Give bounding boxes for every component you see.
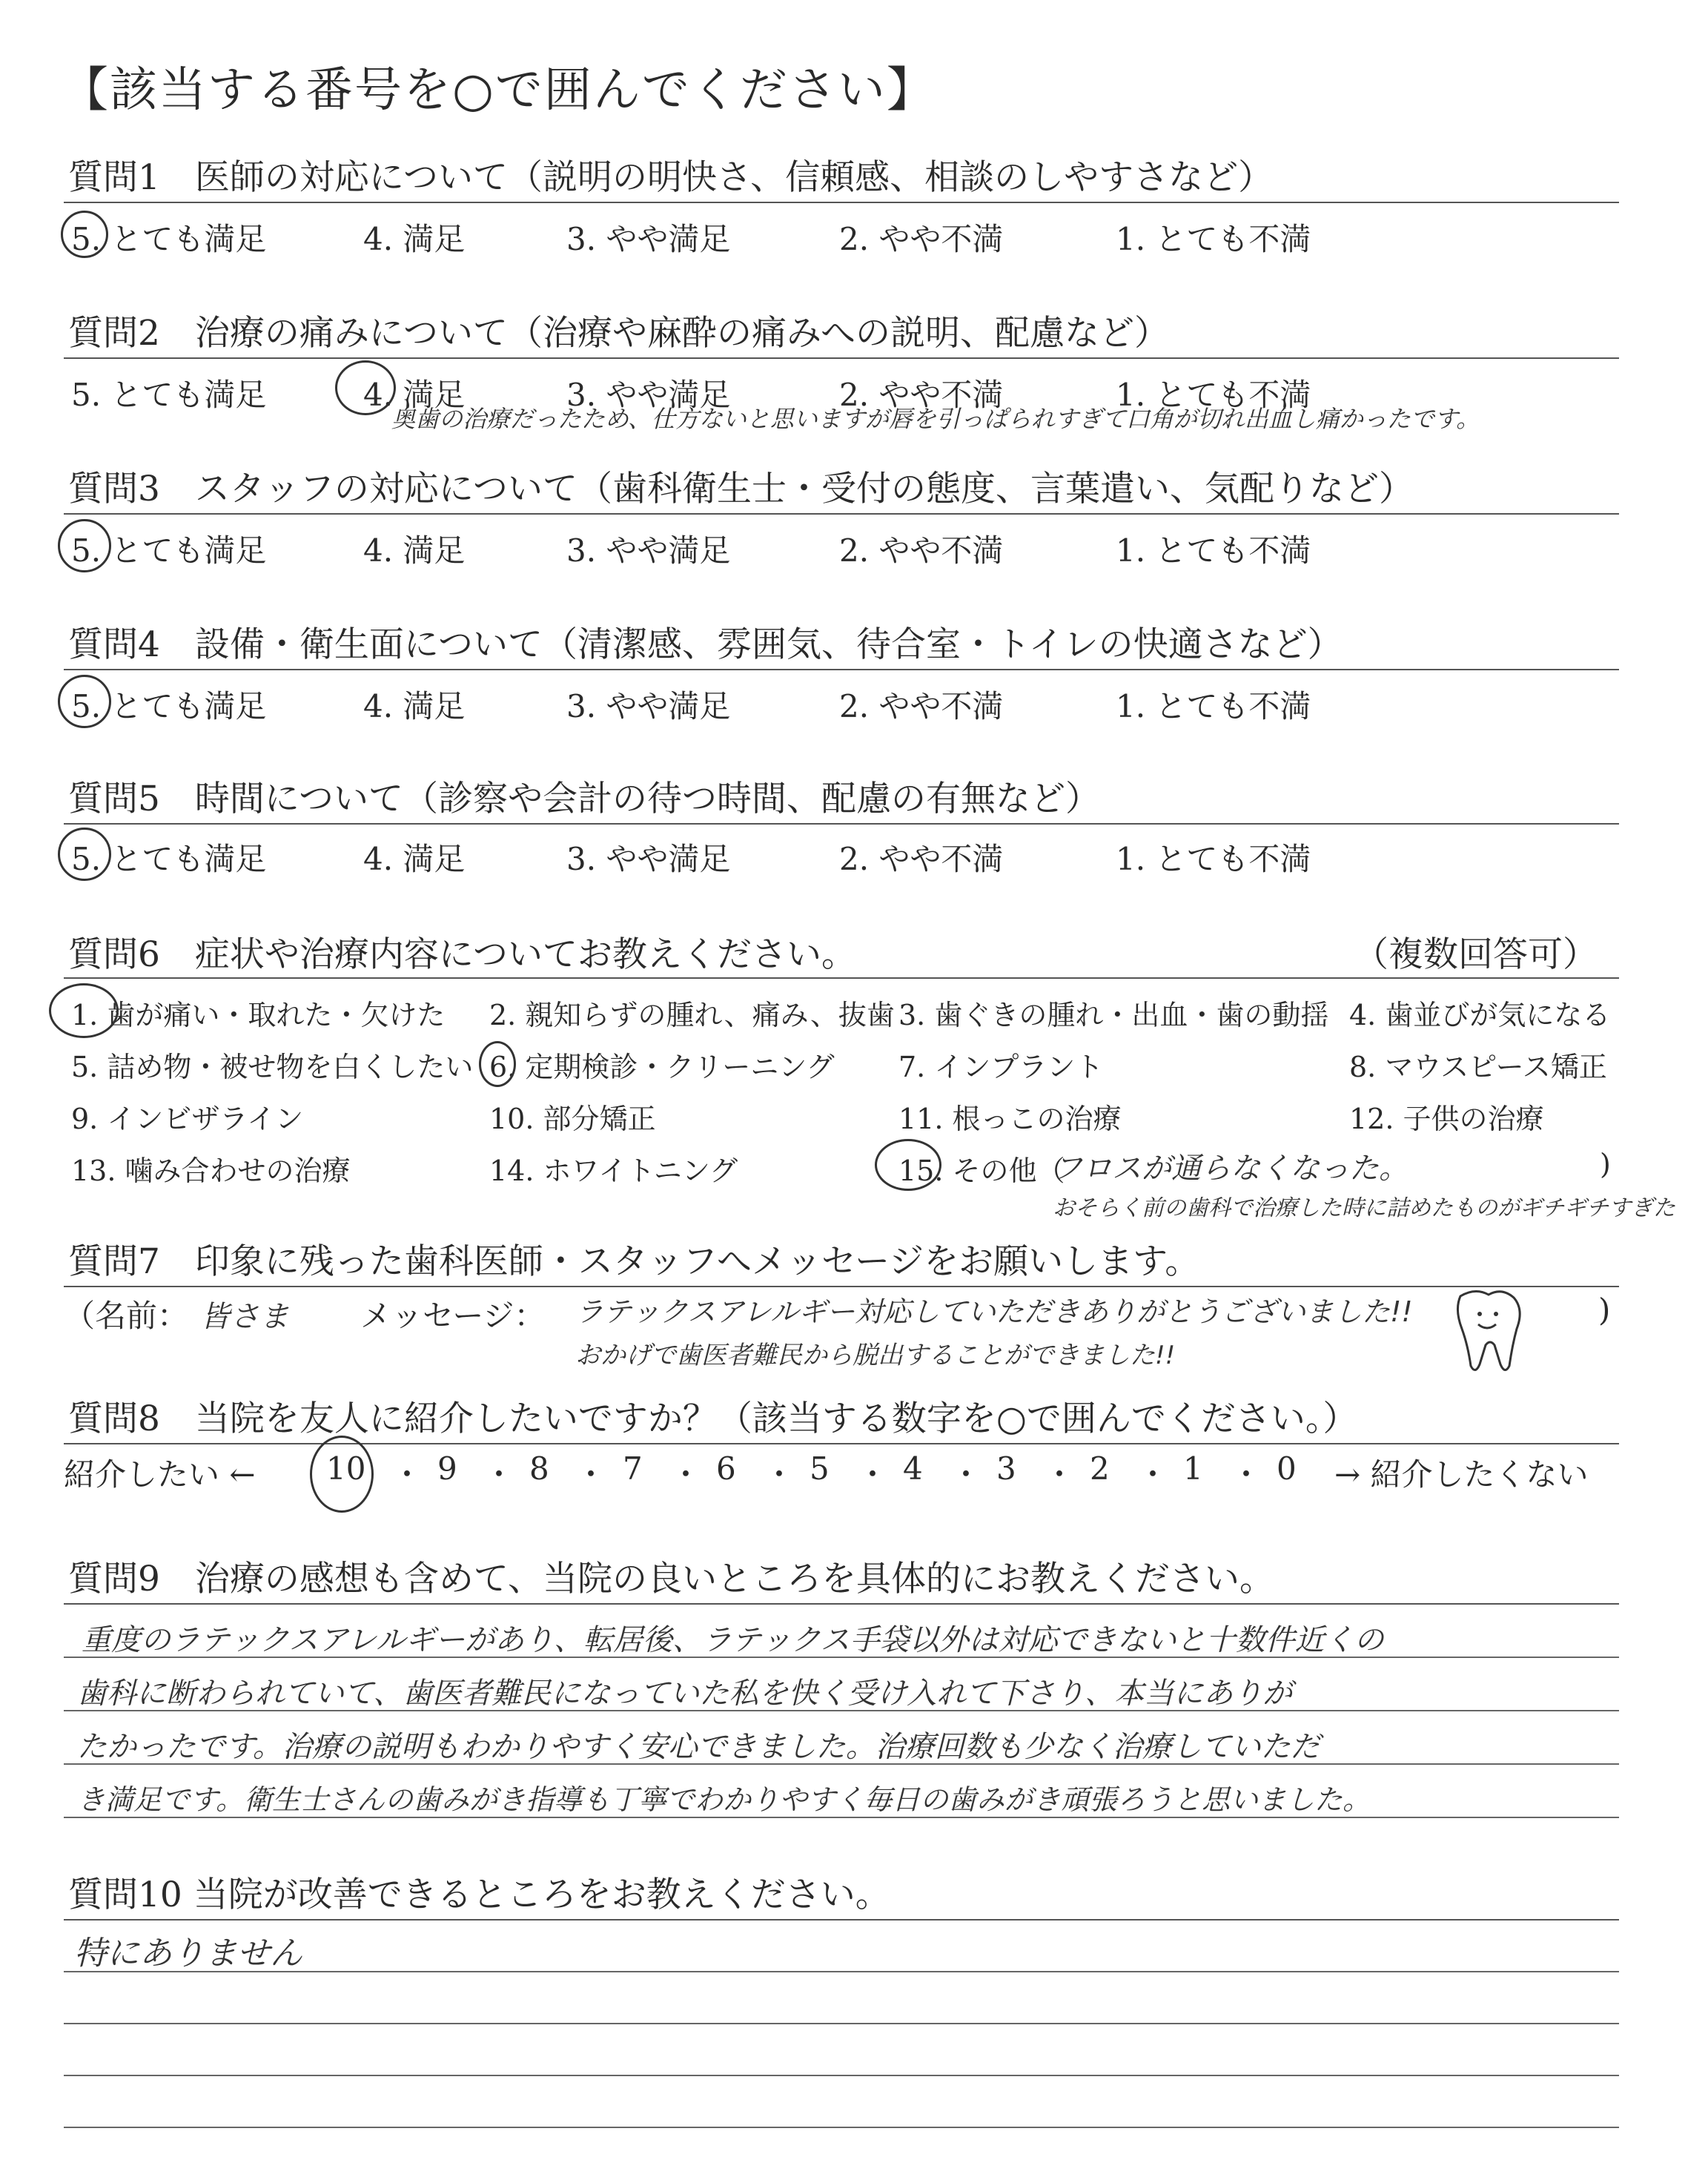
q9-answer-line: 歯科に断わられていて、歯医者難民になっていた私を快く受け入れて下さり、本当にありが (77, 1677, 1293, 1711)
q8-scale-item[interactable]: 8 (529, 1450, 549, 1487)
q6-option[interactable]: 8. マウスピース矯正 (1349, 1051, 1607, 1083)
q5-option-3[interactable]: 3. やや満足 (566, 841, 731, 877)
scale-dot: ・ (483, 1456, 515, 1493)
q6-multiple-note: （複数回答可） (1354, 934, 1598, 975)
q7-message-handwritten-2: おかげで歯医者難民から脱出することができました!! (575, 1341, 1176, 1370)
divider (64, 357, 1619, 359)
q1-option-1[interactable]: 1. とても不満 (1116, 221, 1311, 257)
q7-close-paren: ) (1598, 1292, 1611, 1328)
q10-title: 質問10 当院が改善できるところをお教えください。 (68, 1875, 890, 1915)
q2-option-2[interactable]: 2. やや不満 (839, 377, 1004, 413)
q9-answer-line: き満足です。衛生士さんの歯みがき指導も丁寧でわかりやすく毎日の歯みがき頑張ろうと思いました。 (77, 1783, 1371, 1816)
q6-selected-circle-15 (875, 1139, 941, 1191)
q4-option-2[interactable]: 2. やや不満 (839, 688, 1004, 724)
q3-option-4[interactable]: 4. 満足 (363, 532, 466, 569)
divider (64, 669, 1619, 670)
q6-other-handwritten: フロスが通らなくなった。 (1053, 1152, 1409, 1186)
scale-dot: ・ (857, 1456, 889, 1493)
q5-option-5[interactable]: 5. とても満足 (71, 841, 267, 877)
q7-name-handwritten: 皆さま (200, 1300, 289, 1334)
scale-dot: ・ (670, 1456, 702, 1493)
q5-selected-circle (58, 828, 111, 881)
q8-scale-item[interactable]: 3 (996, 1450, 1016, 1487)
q6-option[interactable]: 9. インビザライン (71, 1103, 304, 1135)
q6-option[interactable]: 12. 子供の治療 (1349, 1103, 1544, 1135)
q6-option[interactable]: 1. 歯が痛い・取れた・欠けた (71, 999, 446, 1031)
q6-option[interactable]: 14. ホワイトニング (489, 1155, 738, 1187)
q8-scale-item[interactable]: 4 (903, 1450, 923, 1487)
q8-scale-item[interactable]: 10 (326, 1450, 366, 1487)
q1-option-5[interactable]: 5. とても満足 (71, 221, 267, 257)
q6-option[interactable]: 11. 根っこの治療 (898, 1103, 1122, 1135)
q6-other-close-paren: ) (1600, 1148, 1611, 1180)
q6-selected-circle-1 (49, 983, 119, 1038)
q6-selected-circle-6 (479, 1041, 516, 1087)
q7-title: 質問7 印象に残った歯科医師・スタッフへメッセージをお願いします。 (68, 1241, 1200, 1282)
answer-line (64, 2023, 1619, 2024)
q1-option-4[interactable]: 4. 満足 (363, 221, 466, 257)
q3-option-1[interactable]: 1. とても不満 (1116, 532, 1311, 569)
q8-scale-item[interactable]: 1 (1183, 1450, 1203, 1487)
scale-dot: ・ (1044, 1456, 1076, 1493)
q8-right-label: → 紹介したくない (1334, 1456, 1589, 1493)
q5-title: 質問5 時間について（診察や会計の待つ時間、配慮の有無など） (68, 779, 1100, 819)
q8-scale-item[interactable]: 6 (716, 1450, 736, 1487)
q8-scale-item[interactable]: 2 (1090, 1450, 1110, 1487)
q4-option-5[interactable]: 5. とても満足 (71, 688, 267, 724)
q5-option-2[interactable]: 2. やや不満 (839, 841, 1004, 877)
q1-title: 質問1 医師の対応について（説明の明快さ、信頼感、相談のしやすさなど） (68, 157, 1274, 198)
divider (64, 977, 1619, 979)
q8-selected-circle (310, 1436, 374, 1513)
q6-option[interactable]: 7. インプラント (898, 1051, 1104, 1083)
q3-option-2[interactable]: 2. やや不満 (839, 532, 1004, 569)
q8-scale-item[interactable]: 5 (810, 1450, 830, 1487)
q5-option-4[interactable]: 4. 満足 (363, 841, 466, 877)
divider (64, 513, 1619, 515)
q4-title: 質問4 設備・衛生面について（清潔感、雰囲気、待合室・トイレの快適さなど） (68, 624, 1343, 665)
q1-option-2[interactable]: 2. やや不満 (839, 221, 1004, 257)
q5-option-1[interactable]: 1. とても不満 (1116, 841, 1311, 877)
divider (64, 1286, 1619, 1287)
q2-option-3[interactable]: 3. やや満足 (566, 377, 731, 413)
q9-answer-line: 重度のラテックスアレルギーがあり、転居後、ラテックス手袋以外は対応できないと十数件近くの (82, 1623, 1384, 1657)
scale-dot: ・ (575, 1456, 607, 1493)
q1-option-3[interactable]: 3. やや満足 (566, 221, 731, 257)
q6-option[interactable]: 6. 定期検診・クリーニング (489, 1051, 835, 1083)
q8-title: 質問8 当院を友人に紹介したいですか？（該当する数字を○で囲んでください。） (68, 1398, 1358, 1439)
q6-option[interactable]: 4. 歯並びが気になる (1349, 999, 1611, 1031)
q6-title: 質問6 症状や治療内容についてお教えください。 (68, 934, 856, 975)
q2-title: 質問2 治療の痛みについて（治療や麻酔の痛みへの説明、配慮など） (68, 313, 1170, 354)
scale-dot: ・ (1137, 1456, 1169, 1493)
q4-option-1[interactable]: 1. とても不満 (1116, 688, 1311, 724)
q1-selected-circle (61, 211, 108, 258)
q2-option-4[interactable]: 4. 満足 (363, 377, 466, 413)
q3-option-5[interactable]: 5. とても満足 (71, 532, 267, 569)
q6-option[interactable]: 3. 歯ぐきの腫れ・出血・歯の動揺 (898, 999, 1329, 1031)
q7-message-label: メッセージ： (360, 1298, 546, 1334)
q2-option-1[interactable]: 1. とても不満 (1116, 377, 1311, 413)
q6-option[interactable]: 5. 詰め物・被せ物を白くしたい (71, 1051, 474, 1083)
q4-selected-circle (58, 675, 111, 728)
q3-selected-circle (58, 519, 111, 572)
q8-scale-item[interactable]: 0 (1277, 1450, 1297, 1487)
answer-line (64, 2127, 1619, 2128)
scale-dot: ・ (764, 1456, 795, 1493)
q3-title: 質問3 スタッフの対応について（歯科衛生士・受付の態度、言葉遣い、気配りなど） (68, 469, 1414, 509)
scale-dot: ・ (391, 1456, 423, 1493)
scale-dot: ・ (1231, 1456, 1262, 1493)
q6-option[interactable]: 13. 噛み合わせの治療 (71, 1155, 351, 1187)
q2-selected-circle (335, 360, 396, 415)
divider (64, 1443, 1619, 1444)
q10-handwritten-answer: 特にありません (74, 1935, 302, 1972)
q9-answer-line: たかったです。治療の説明もわかりやすく安心できました。治療回数も少なく治療していただ (77, 1730, 1320, 1764)
divider (64, 823, 1619, 825)
q2-handwritten-comment: 奥歯の治療だったため、仕方ないと思いますが唇を引っぱられすぎて口角が切れ出血し痛かったです。 (391, 405, 1480, 433)
q8-left-label: 紹介したい ← (64, 1456, 256, 1493)
q7-name-label: （名前： (64, 1298, 189, 1334)
q9-title: 質問9 治療の感想も含めて、当院の良いところを具体的にお教えください。 (68, 1559, 1274, 1599)
q8-scale-item[interactable]: 9 (437, 1450, 457, 1487)
divider (64, 202, 1619, 203)
q8-scale-item[interactable]: 7 (623, 1450, 643, 1487)
q4-option-3[interactable]: 3. やや満足 (566, 688, 731, 724)
q6-option[interactable]: 10. 部分矯正 (489, 1103, 656, 1135)
page-title: 【該当する番号を○で囲んでください】 (61, 63, 936, 118)
q4-option-4[interactable]: 4. 満足 (363, 688, 466, 724)
q3-option-3[interactable]: 3. やや満足 (566, 532, 731, 569)
q6-option-other[interactable]: 15. その他（ (898, 1155, 1065, 1187)
divider (64, 1603, 1619, 1605)
divider (64, 1919, 1619, 1920)
q2-option-5[interactable]: 5. とても満足 (71, 377, 267, 413)
q6-option[interactable]: 2. 親知らずの腫れ、痛み、抜歯 (489, 999, 895, 1031)
q7-message-handwritten-1: ラテックスアレルギー対応していただきありがとうございました!! (575, 1295, 1413, 1328)
q6-other-handwritten-2: おそらく前の歯科で治療した時に詰めたものがギチギチすぎた (1053, 1195, 1675, 1221)
answer-line (64, 2075, 1619, 2076)
scale-dot: ・ (950, 1456, 982, 1493)
